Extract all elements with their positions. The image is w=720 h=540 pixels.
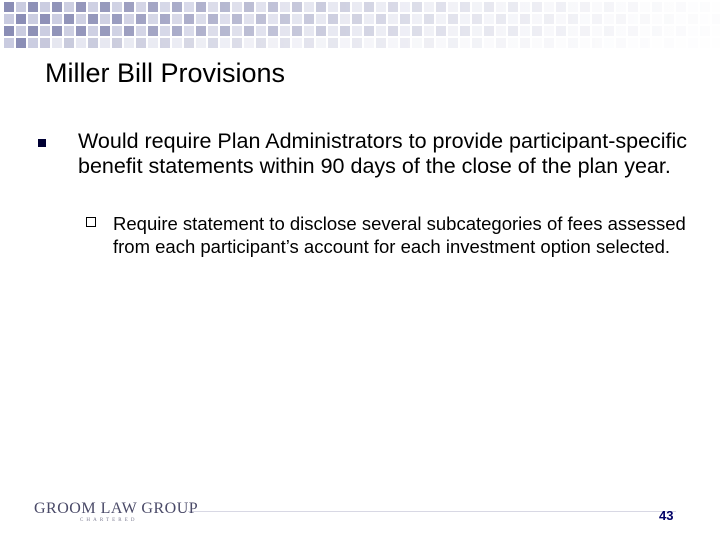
slide-title: Miller Bill Provisions [45,58,286,88]
hollow-square-bullet-icon [86,217,96,227]
page-number: 43 [659,508,674,523]
firm-logo [34,500,199,523]
sub-bullet-text: Require statement to disclose several subcategories of fees assessed from each participant’s account for each investment option selected. [113,213,686,257]
logo-text: GROOM LAW GROUP [34,500,199,517]
square-bullet-icon [38,139,46,147]
header-checker-pattern [0,0,720,50]
footer-divider [188,511,676,512]
logo-subtext: CHARTERED [80,518,138,523]
bullet-text: Would require Plan Administrators to provide participant-specific benefit statements within 90 days of the close of the plan year. [78,129,688,178]
